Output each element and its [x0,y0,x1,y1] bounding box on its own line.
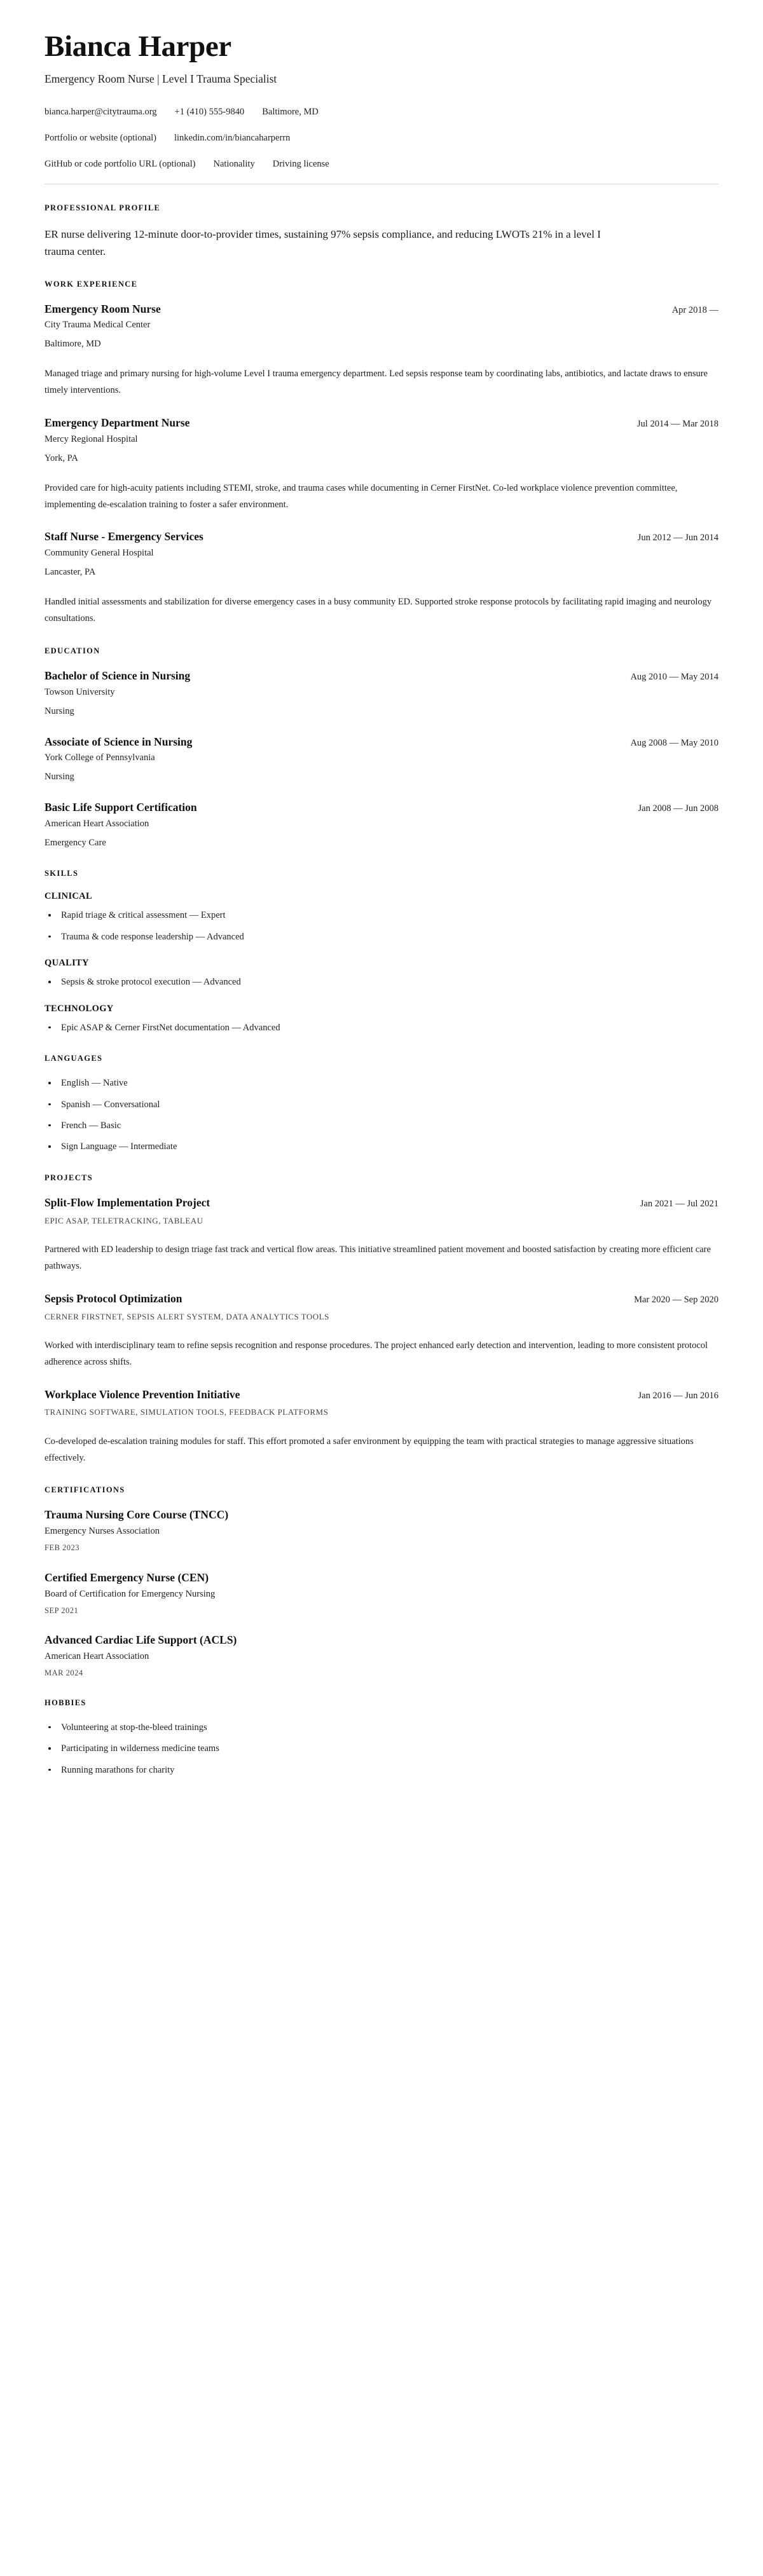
certification-entry-list [45,1508,718,1679]
certification-entry-title: Advanced Cardiac Life Support (ACLS) [45,1633,237,1647]
work-entry-date: Apr 2018 — [671,304,718,315]
education-entry-title: Basic Life Support Certification [45,801,197,814]
skill-item: Epic ASAP & Cerner FirstNet documentation — Advanced [45,1021,718,1035]
education-entry-field: Nursing [45,772,74,782]
project-entry-title: Workplace Violence Prevention Initiative [45,1387,240,1401]
certification-entry-header [45,1633,718,1647]
education-entry-organization: York College of Pennsylvania [45,753,155,763]
education-entry-header [45,735,718,749]
work-entry-location: Baltimore, MD [45,339,101,350]
project-entry-list [45,1196,718,1467]
candidate-name: Bianca Harper [45,30,231,63]
language-item: Spanish — Conversational [45,1098,718,1112]
education-entry-date: Aug 2008 — May 2010 [630,737,718,748]
education-entry-date: Aug 2010 — May 2014 [630,671,718,682]
project-entry-date: Jan 2016 — Jun 2016 [638,1390,718,1401]
section-certifications [45,1485,718,1679]
skill-item: Trauma & code response leadership — Advanced [45,930,718,944]
section-projects [45,1173,718,1467]
certification-entry-issuer: American Heart Association [45,1651,149,1662]
section-professional-profile [45,203,718,261]
work-entry-organization: Community General Hospital [45,548,154,559]
section-title-certifications: CERTIFICATIONS [45,1485,125,1495]
education-entry [45,800,718,850]
section-education [45,646,718,850]
education-entry [45,669,718,718]
education-entry-organization: American Heart Association [45,819,149,829]
profile-summary-text: ER nurse delivering 12-minute door-to-provider times, sustaining 97% sepsis compliance, and reducing LWOTs 21% in a level I trauma center. [45,228,601,258]
section-title-education: EDUCATION [45,646,100,655]
skill-group [45,1004,718,1035]
skill-group-list [45,891,718,1035]
contact-row [45,132,718,146]
project-entry-stack: TRAINING SOFTWARE, SIMULATION TOOLS, FEEDBACK PLATFORMS [45,1407,329,1417]
education-entry-title: Associate of Science in Nursing [45,735,193,748]
contact-item: GitHub or code portfolio URL (optional) [45,158,196,169]
hobby-item: Running marathons for charity [45,1763,718,1777]
section-skills [45,869,718,1035]
section-title-skills: SKILLS [45,869,79,878]
education-entry-field: Nursing [45,705,74,716]
contact-row [45,106,718,119]
education-entry-field: Emergency Care [45,838,106,848]
work-entry-header [45,302,718,317]
hobby-item: Volunteering at stop-the-bleed trainings [45,1721,718,1734]
candidate-headline: Emergency Room Nurse | Level I Trauma Specialist [45,72,277,85]
skill-group [45,891,718,944]
contact-item: +1 (410) 555-9840 [174,107,245,118]
section-title-profile: PROFESSIONAL PROFILE [45,203,161,212]
language-list [45,1076,718,1154]
work-entry-title: Emergency Room Nurse [45,302,161,315]
skill-group-title: QUALITY [45,958,89,969]
skill-item-list [45,1021,718,1035]
project-entry-header [45,1387,718,1402]
project-entry-title: Sepsis Protocol Optimization [45,1291,182,1305]
skill-group-title: CLINICAL [45,891,92,902]
project-entry-stack: CERNER FIRSTNET, SEPSIS ALERT SYSTEM, DATA ANALYTICS TOOLS [45,1311,329,1321]
work-entry-title: Staff Nurse - Emergency Services [45,530,203,543]
work-entry [45,302,718,399]
work-entry-header [45,416,718,430]
project-entry-description: Co-developed de-escalation training modules for staff. This effort promoted a safer environment by equipping the team with practical strategies to manage aggressive situations effectively. [45,1436,694,1463]
section-title-projects: PROJECTS [45,1173,93,1182]
skill-item-list [45,975,718,989]
work-entry-location: Lancaster, PA [45,567,96,578]
project-entry-header [45,1291,718,1306]
certification-entry-title: Certified Emergency Nurse (CEN) [45,1571,209,1584]
project-entry-stack: EPIC ASAP, TELETRACKING, TABLEAU [45,1215,203,1225]
project-entry-title: Split-Flow Implementation Project [45,1196,210,1209]
work-entry-organization: Mercy Regional Hospital [45,433,138,444]
education-entry-organization: Towson University [45,686,115,697]
skill-group-title: TECHNOLOGY [45,1003,114,1014]
work-entry-description: Handled initial assessments and stabilization for diverse emergency cases in a busy community ED. Supported stroke response protocols by facilitating rapid imaging and neurology consultations. [45,597,712,624]
hobby-item: Participating in wilderness medicine teams [45,1741,718,1755]
certification-entry-title: Trauma Nursing Core Course (TNCC) [45,1508,229,1522]
work-entry [45,529,718,627]
work-entry-list [45,302,718,627]
project-entry [45,1387,718,1467]
work-entry-date: Jun 2012 — Jun 2014 [637,533,718,543]
work-entry-title: Emergency Department Nurse [45,416,190,430]
project-entry-date: Jan 2021 — Jul 2021 [640,1198,718,1209]
project-entry [45,1196,718,1275]
contact-item: bianca.harper@citytrauma.org [45,107,157,118]
project-entry-date: Mar 2020 — Sep 2020 [634,1294,718,1305]
section-languages [45,1054,718,1154]
language-item: Sign Language — Intermediate [45,1140,718,1154]
certification-entry-header [45,1508,718,1522]
language-item: French — Basic [45,1119,718,1133]
contact-item: Portfolio or website (optional) [45,133,156,144]
work-entry [45,416,718,513]
skill-item-list [45,908,718,944]
certification-entry-date: FEB 2023 [45,1543,80,1553]
skill-group [45,958,718,989]
skill-item: Sepsis & stroke protocol execution — Advanced [45,975,718,989]
section-work-experience [45,280,718,627]
certification-entry-date: MAR 2024 [45,1668,83,1678]
skill-item: Rapid triage & critical assessment — Expert [45,908,718,922]
work-entry-description: Managed triage and primary nursing for high-volume Level I trauma emergency department. Led sepsis response team by coordinating labs, antibiotics, and lactate draws to ensure timely interventions. [45,369,708,396]
section-title-work: WORK EXPERIENCE [45,279,138,289]
language-item: English — Native [45,1076,718,1090]
work-entry-location: York, PA [45,453,78,463]
work-entry-description: Provided care for high-acuity patients including STEMI, stroke, and trauma cases while documenting in Cerner FirstNet. Co-led workplace violence prevention committee, implementing de-escalation training to foster a safer environment. [45,482,678,510]
project-entry-description: Worked with interdisciplinary team to refine sepsis recognition and response procedures. The project enhanced early detection and intervention, leading to more consistent protocol adherence across shifts. [45,1340,708,1367]
section-title-languages: LANGUAGES [45,1054,103,1063]
certification-entry [45,1571,718,1617]
contact-info [45,106,718,171]
education-entry-date: Jan 2008 — Jun 2008 [638,803,718,814]
education-entry-header [45,669,718,683]
section-title-hobbies: HOBBIES [45,1698,86,1707]
education-entry [45,735,718,784]
project-entry-header [45,1196,718,1210]
hobby-list [45,1721,718,1777]
contact-item: linkedin.com/in/biancaharperrn [174,133,291,144]
education-entry-header [45,800,718,815]
section-hobbies [45,1698,718,1777]
contact-item: Driving license [272,158,329,169]
certification-entry-issuer: Emergency Nurses Association [45,1526,160,1537]
education-entry-title: Bachelor of Science in Nursing [45,669,191,682]
project-entry [45,1291,718,1371]
education-entry-list [45,669,718,850]
certification-entry-issuer: Board of Certification for Emergency Nursing [45,1588,216,1599]
contact-item: Nationality [213,158,255,169]
resume-header [45,31,718,172]
contact-item: Baltimore, MD [262,107,319,118]
certification-entry-date: SEP 2021 [45,1605,79,1615]
work-entry-organization: City Trauma Medical Center [45,320,151,331]
work-entry-date: Jul 2014 — Mar 2018 [636,419,718,430]
certification-entry [45,1508,718,1554]
certification-entry-header [45,1571,718,1585]
project-entry-description: Partnered with ED leadership to design triage fast track and vertical flow areas. This initiative streamlined patient movement and boosted satisfaction by creating more efficient care pathways. [45,1244,711,1271]
contact-row [45,158,718,172]
work-entry-header [45,529,718,544]
certification-entry [45,1633,718,1679]
